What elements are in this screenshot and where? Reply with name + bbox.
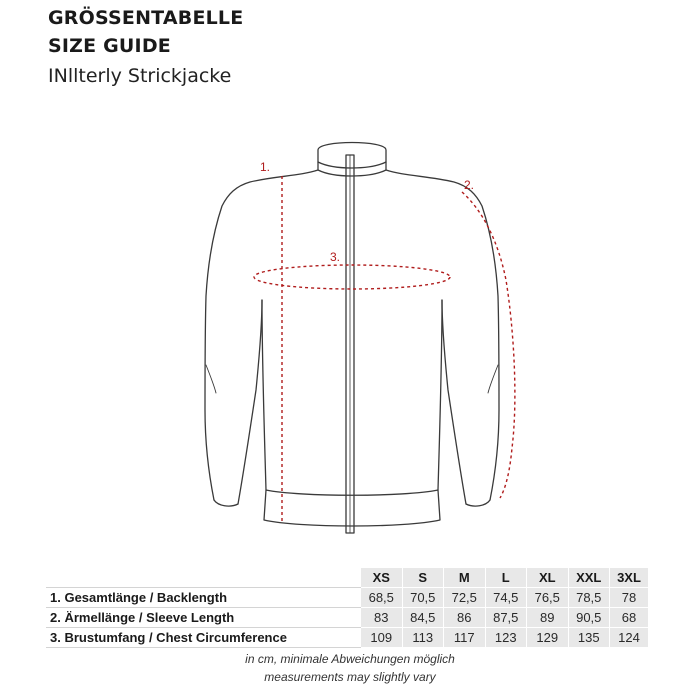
- size-header-xs: XS: [361, 568, 403, 588]
- product-name: INllterly Strickjacke: [48, 65, 232, 87]
- table-cell: 68,5: [361, 588, 403, 608]
- table-cell: 83: [361, 608, 403, 628]
- table-cell: 117: [444, 628, 486, 648]
- size-header-row: [46, 568, 648, 588]
- chest-measure-ellipse: [254, 265, 450, 289]
- row-label-chest-circumference: 3. Brustumfang / Chest Circumference: [46, 628, 361, 648]
- table-cell: 87,5: [485, 608, 527, 628]
- table-cell: 78: [610, 588, 649, 608]
- size-header-3xl: 3XL: [610, 568, 649, 588]
- jacket-outline: [205, 143, 499, 534]
- page-title-german: GRÖSSENTABELLE: [48, 7, 244, 29]
- marker-2: 2.: [464, 178, 475, 192]
- size-header-xl: XL: [527, 568, 569, 588]
- size-header-m: M: [444, 568, 486, 588]
- table-cell: 78,5: [568, 588, 610, 608]
- table-cell: 72,5: [444, 588, 486, 608]
- row-label-sleeve-length: 2. Ärmellänge / Sleeve Length: [46, 608, 361, 628]
- table-cell: 74,5: [485, 588, 527, 608]
- size-header-xxl: XXL: [568, 568, 610, 588]
- table-cell: 124: [610, 628, 649, 648]
- table-cell: 68: [610, 608, 649, 628]
- table-cell: 89: [527, 608, 569, 628]
- marker-1: 1.: [260, 160, 271, 174]
- page-title-english: SIZE GUIDE: [48, 35, 171, 57]
- table-cell: 76,5: [527, 588, 569, 608]
- table-cell: 70,5: [402, 588, 444, 608]
- header-blank-cell: [46, 568, 361, 588]
- table-cell: 90,5: [568, 608, 610, 628]
- size-header-l: L: [485, 568, 527, 588]
- measurement-lines: [254, 176, 515, 522]
- size-table: [46, 568, 648, 648]
- table-row: [46, 588, 648, 608]
- table-cell: 84,5: [402, 608, 444, 628]
- size-header-s: S: [402, 568, 444, 588]
- sleeve-measure-line: [462, 192, 515, 498]
- table-cell: 109: [361, 628, 403, 648]
- table-row: [46, 608, 648, 628]
- table-cell: 123: [485, 628, 527, 648]
- table-cell: 129: [527, 628, 569, 648]
- measurement-note-english: measurements may slightly vary: [264, 670, 436, 684]
- marker-3: 3.: [330, 250, 341, 264]
- table-cell: 135: [568, 628, 610, 648]
- row-label-backlength: 1. Gesamtlänge / Backlength: [46, 588, 361, 608]
- table-cell: 113: [402, 628, 444, 648]
- table-cell: 86: [444, 608, 486, 628]
- table-row: [46, 628, 648, 648]
- measurement-note-german: in cm, minimale Abweichungen möglich: [245, 652, 455, 666]
